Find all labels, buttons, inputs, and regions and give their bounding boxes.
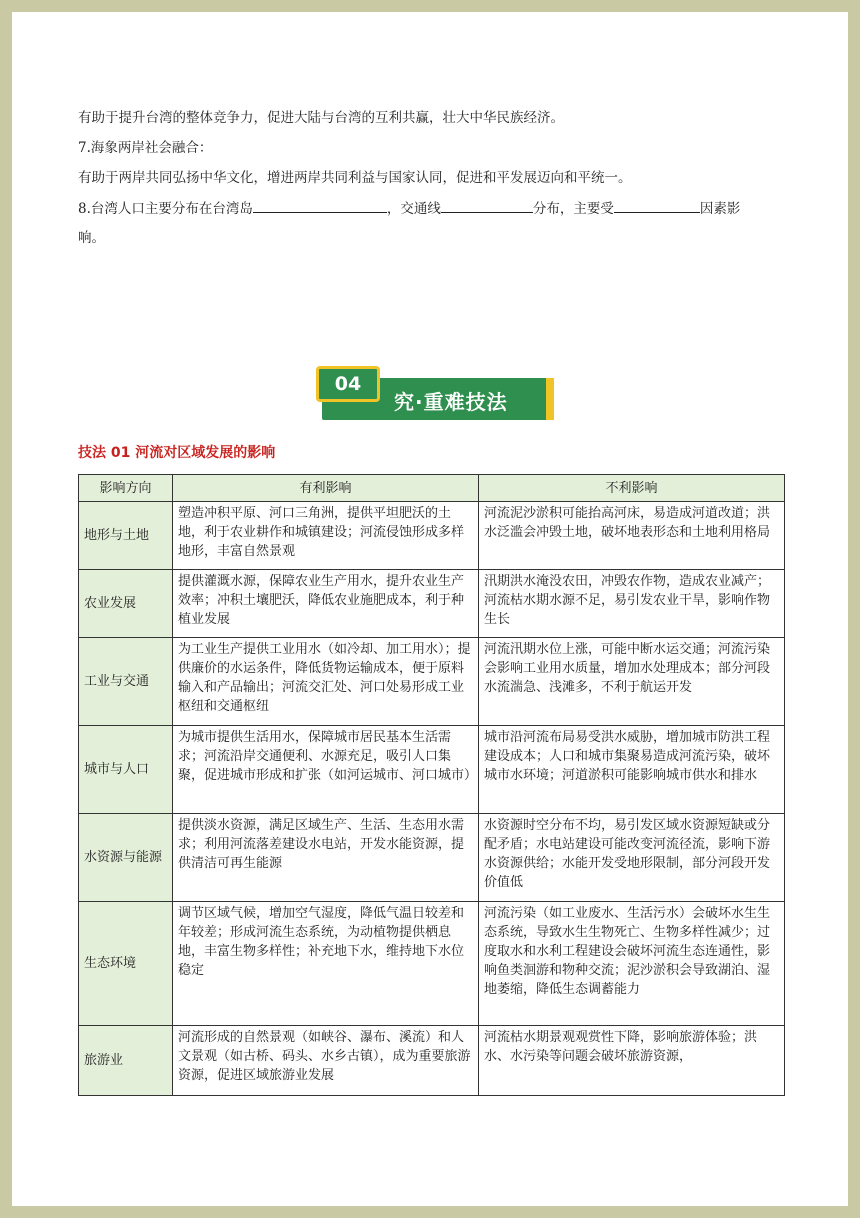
row-favorable: 塑造冲积平原、河口三角洲，提供平坦肥沃的土地，利于农业耕作和城镇建设；河流侵蚀形成多样地形，丰富自然景观 [173,502,479,570]
row-unfavorable: 河流泥沙淤积可能抬高河床，易造成河道改道；洪水泛滥会冲毁土地，破坏地表形态和土地利用格局 [479,502,785,570]
table-row [79,902,785,1026]
row-unfavorable: 河流枯水期景观观赏性下降，影响旅游体验；洪水、水污染等问题会破坏旅游资源， [479,1026,785,1096]
row-category: 城市与人口 [79,726,173,814]
header-favorable: 有利影响 [173,475,479,502]
row-unfavorable: 城市沿河流布局易受洪水威胁，增加城市防洪工程建设成本；人口和城市集聚易造成河流污染，破坏城市水环境；河道淤积可能影响城市供水和排水 [479,726,785,814]
table-header-row [79,475,785,502]
row-favorable: 提供灌溉水源，保障农业生产用水，提升农业生产效率；冲积土壤肥沃，降低农业施肥成本，利于种植业发展 [173,570,479,638]
row-favorable: 为工业生产提供工业用水（如冷却、加工用水）；提供廉价的水运条件，降低货物运输成本，便于原料输入和产品输出；河流交汇处、河口处易形成工业枢纽和交通枢纽 [173,638,479,726]
paragraph-line-1: 有助于提升台湾的整体竞争力，促进大陆与台湾的互利共赢，壮大中华民族经济。 [78,110,564,126]
table-row [79,638,785,726]
technique-title: 技法 01 河流对区域发展的影响 [78,445,276,461]
table-row [79,570,785,638]
header-unfavorable: 不利影响 [479,475,785,502]
row-favorable: 调节区域气候，增加空气湿度，降低气温日较差和年较差；形成河流生态系统，为动植物提供栖息地，丰富生物多样性；补充地下水，维持地下水位稳定 [173,902,479,1026]
table-row [79,814,785,902]
section-banner [316,362,554,422]
row-unfavorable: 汛期洪水淹没农田，冲毁农作物，造成农业减产；河流枯水期水源不足，易引发农业干旱，影响作物生长 [479,570,785,638]
paragraph-line-3: 有助于两岸共同弘扬中华文化，增进两岸共同利益与国家认同，促进和平发展迈向和平统一。 [78,170,632,186]
question-8-suffix: 因素影 [699,201,741,217]
row-unfavorable: 河流汛期水位上涨，可能中断水运交通；河流污染会影响工业用水质量，增加水处理成本；部分河段水流湍急、浅滩多，不利于航运开发 [479,638,785,726]
row-favorable: 提供淡水资源，满足区域生产、生活、生态用水需求；利用河流落差建设水电站，开发水能资源，提供清洁可再生能源 [173,814,479,902]
row-category: 农业发展 [79,570,173,638]
question-8-continuation: 响。 [78,230,105,246]
table-row [79,1026,785,1096]
paragraph-heading-7: 7.海象两岸社会融合： [78,140,213,156]
row-category: 工业与交通 [79,638,173,726]
section-number-badge: 04 [316,366,380,402]
document-page [12,12,848,1206]
row-category: 旅游业 [79,1026,173,1096]
answer-blank-3[interactable] [614,198,700,213]
question-8-mid1: ，交通线 [386,201,441,217]
row-category: 水资源与能源 [79,814,173,902]
question-8-prefix: 8.台湾人口主要分布在台湾岛 [78,201,253,217]
row-favorable: 河流形成的自然景观（如峡谷、瀑布、溪流）和人文景观（如古桥、码头、水乡古镇），成为重要旅游资源，促进区域旅游业发展 [173,1026,479,1096]
row-unfavorable: 水资源时空分布不均，易引发区域水资源短缺或分配矛盾；水电站建设可能改变河流径流，影响下游水资源供给；水能开发受地形限制，部分河段开发价值低 [479,814,785,902]
row-unfavorable: 河流污染（如工业废水、生活污水）会破坏水生生态系统，导致水生生物死亡、生物多样性减少；过度取水和水利工程建设会破坏河流生态连通性，影响鱼类洄游和物种交流；泥沙淤积会导致湖泊、湿地萎缩，降低生态调蓄能力 [479,902,785,1026]
answer-blank-1[interactable] [253,198,387,213]
question-8-mid2: 分布，主要受 [532,201,614,217]
header-direction: 影响方向 [79,475,173,502]
section-title: 究·重难技法 [394,390,508,414]
answer-blank-2[interactable] [441,198,533,213]
river-impact-table [78,474,785,1096]
question-8 [78,198,740,219]
row-category: 地形与土地 [79,502,173,570]
row-category: 生态环境 [79,902,173,1026]
table-row [79,726,785,814]
row-favorable: 为城市提供生活用水，保障城市居民基本生活需求；河流沿岸交通便利、水源充足，吸引人口集聚，促进城市形成和扩张（如河运城市、河口城市） [173,726,479,814]
banner-accent [546,378,554,420]
table-row [79,502,785,570]
